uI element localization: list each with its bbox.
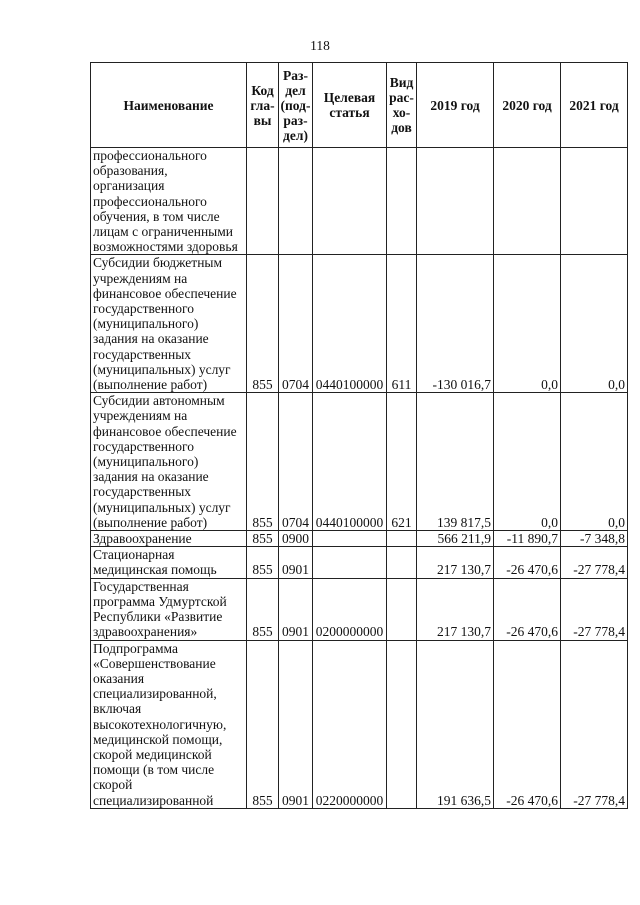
row-target: 0220000000 (313, 640, 387, 808)
row-name: Субсидии бюджетным учреждениям на финансовое обеспечение государственного (муниципального) задания на оказание государственных (муниципальных) услуг (выполнение работ) (91, 255, 247, 393)
row-section: 0704 (279, 255, 313, 393)
row-section: 0704 (279, 393, 313, 531)
header-2020: 2020 год (494, 63, 561, 148)
row-name: Здравоохранение (91, 531, 247, 547)
row-name: профессионального образования, организация профессионального обучения, в том числе лицам с ограниченными возможностями здоровья (91, 148, 247, 255)
row-target (313, 148, 387, 255)
row-2019: 139 817,5 (417, 393, 494, 531)
table-row (91, 640, 628, 808)
table-row (91, 531, 628, 547)
table-row (91, 547, 628, 578)
row-2020: -26 470,6 (494, 578, 561, 640)
header-2021: 2021 год (561, 63, 628, 148)
row-target (313, 547, 387, 578)
row-2021: 0,0 (561, 393, 628, 531)
header-code: Код гла- вы (247, 63, 279, 148)
header-section: Раз- дел (под- раз- дел) (279, 63, 313, 148)
row-section (279, 148, 313, 255)
row-section: 0900 (279, 531, 313, 547)
header-row (91, 63, 628, 148)
row-name: Государственная программа Удмуртской Республики «Развитие здравоохранения» (91, 578, 247, 640)
row-target: 0440100000 (313, 255, 387, 393)
row-code: 855 (247, 547, 279, 578)
row-code: 855 (247, 531, 279, 547)
table-row (91, 148, 628, 255)
table-row (91, 393, 628, 531)
row-kind (387, 640, 417, 808)
row-2020: -26 470,6 (494, 547, 561, 578)
row-kind (387, 531, 417, 547)
row-2019: -130 016,7 (417, 255, 494, 393)
row-code (247, 148, 279, 255)
row-2019 (417, 148, 494, 255)
row-kind (387, 578, 417, 640)
row-kind (387, 547, 417, 578)
row-kind: 621 (387, 393, 417, 531)
row-section: 0901 (279, 578, 313, 640)
row-name: Подпрограмма «Совершенствование оказания специализированной, включая высокотехнологичную, медицинской помощи, скорой медицинской помощи (в том числе скорой специализированной (91, 640, 247, 808)
row-2021: -27 778,4 (561, 547, 628, 578)
row-kind: 611 (387, 255, 417, 393)
row-code: 855 (247, 578, 279, 640)
row-2019: 217 130,7 (417, 547, 494, 578)
table-row (91, 578, 628, 640)
row-2021: -27 778,4 (561, 640, 628, 808)
row-2021: -7 348,8 (561, 531, 628, 547)
row-section: 0901 (279, 640, 313, 808)
row-code: 855 (247, 255, 279, 393)
row-target: 0440100000 (313, 393, 387, 531)
row-target (313, 531, 387, 547)
row-2019: 217 130,7 (417, 578, 494, 640)
header-target: Целевая статья (313, 63, 387, 148)
row-2021: -27 778,4 (561, 578, 628, 640)
table-row (91, 255, 628, 393)
row-2020 (494, 148, 561, 255)
row-2019: 191 636,5 (417, 640, 494, 808)
row-2020: 0,0 (494, 393, 561, 531)
row-2021 (561, 148, 628, 255)
row-code: 855 (247, 393, 279, 531)
row-code: 855 (247, 640, 279, 808)
page-number: 118 (310, 38, 330, 53)
header-kind: Вид рас- хо- дов (387, 63, 417, 148)
row-target: 0200000000 (313, 578, 387, 640)
header-2019: 2019 год (417, 63, 494, 148)
row-2020: -11 890,7 (494, 531, 561, 547)
row-2021: 0,0 (561, 255, 628, 393)
row-name: Субсидии автономным учреждениям на финансовое обеспечение государственного (муниципального) задания на оказание государственных (муниципальных) услуг (выполнение работ) (91, 393, 247, 531)
row-kind (387, 148, 417, 255)
header-name: Наименование (91, 63, 247, 148)
row-name: Стационарная медицинская помощь (91, 547, 247, 578)
row-2020: -26 470,6 (494, 640, 561, 808)
row-section: 0901 (279, 547, 313, 578)
row-2020: 0,0 (494, 255, 561, 393)
budget-table (90, 62, 628, 809)
row-2019: 566 211,9 (417, 531, 494, 547)
